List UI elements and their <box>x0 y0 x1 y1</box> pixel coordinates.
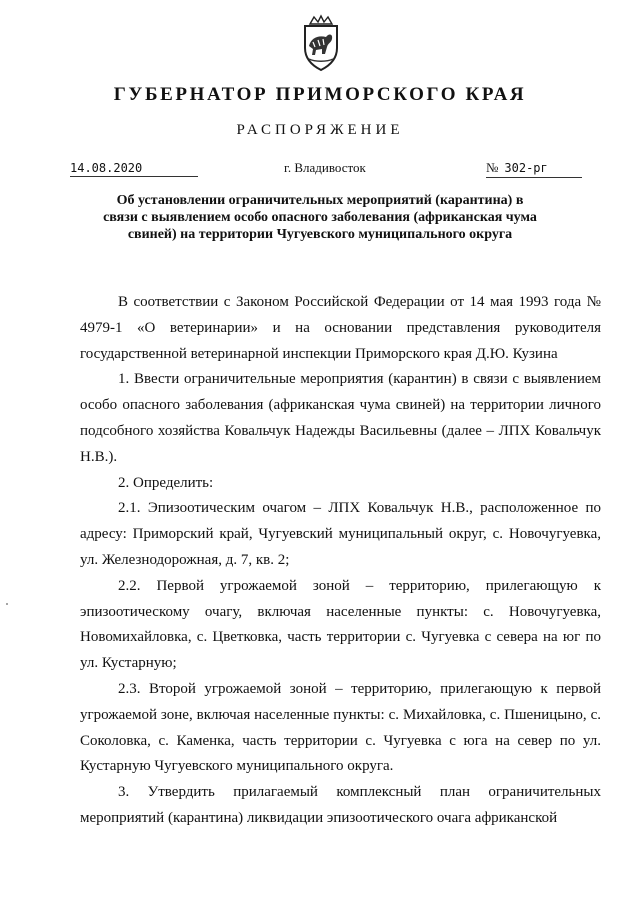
clause-2-2-paragraph: 2.2. Первой угрожаемой зоной – территорию, прилегающую к эпизоотическому очагу, включая населенные пункты: с. Новочугуевка, Новомихайловка, с. Цветковка, часть территории с. Чугуевка с севера на юг по ул. Кустарную; <box>80 577 601 672</box>
document-date: 14.08.2020 <box>70 161 198 177</box>
clause-2-3-paragraph: 2.3. Второй угрожаемой зоной – территорию, прилегающую к первой угрожаемой зоне, включая населенные пункты: с. Михайловка, с. Пшеницыно, с. Соколовка, с. Каменка, часть территории с. Чугуевка с юга на север по ул. Кустарную Чугуевского муниципального округа. <box>80 680 601 775</box>
document-body <box>80 290 601 832</box>
clause-2-paragraph: 2. Определить: <box>118 474 214 491</box>
clause-3-paragraph: 3. Утвердить прилагаемый комплексный план ограничительных мероприятий (карантина) ликвидации эпизоотического очага африканской <box>80 784 601 826</box>
number-prefix: № <box>486 160 499 175</box>
number-value: 302-рг <box>504 161 548 175</box>
document-place: г. Владивосток <box>284 160 366 175</box>
document-title: Об установлении ограничительных мероприятий (карантина) в связи с выявлением особо опасного заболевания (африканская чума свиней) на территории Чугуевского муниципального округа <box>103 193 537 242</box>
preamble-paragraph: В соответствии с Законом Российской Федерации от 14 мая 1993 года № 4979-1 «О ветеринарии» и на основании представления руководителя государственной ветеринарной инспекции Приморского края Д.Ю. Кузина <box>80 294 601 362</box>
scan-speck <box>6 603 8 605</box>
clause-1-paragraph: 1. Ввести ограничительные мероприятия (карантин) в связи с выявлением особо опасного заболевания (африканская чума свиней) на территории личного подсобного хозяйства Ковальчук Надежды Васильевны (далее – ЛПХ Ковальчук Н.В.). <box>80 371 601 465</box>
coat-of-arms-icon <box>298 14 344 72</box>
document-type: РАСПОРЯЖЕНИЕ <box>236 122 404 138</box>
issuing-authority: ГУБЕРНАТОР ПРИМОРСКОГО КРАЯ <box>113 84 527 105</box>
document-number <box>486 160 582 178</box>
clause-2-1-paragraph: 2.1. Эпизоотическим очагом – ЛПХ Ковальчук Н.В., расположенное по адресу: Приморский край, Чугуевский муниципальный округ, с. Новочугуевка, ул. Железнодорожная, д. 7, кв. 2; <box>80 500 601 568</box>
